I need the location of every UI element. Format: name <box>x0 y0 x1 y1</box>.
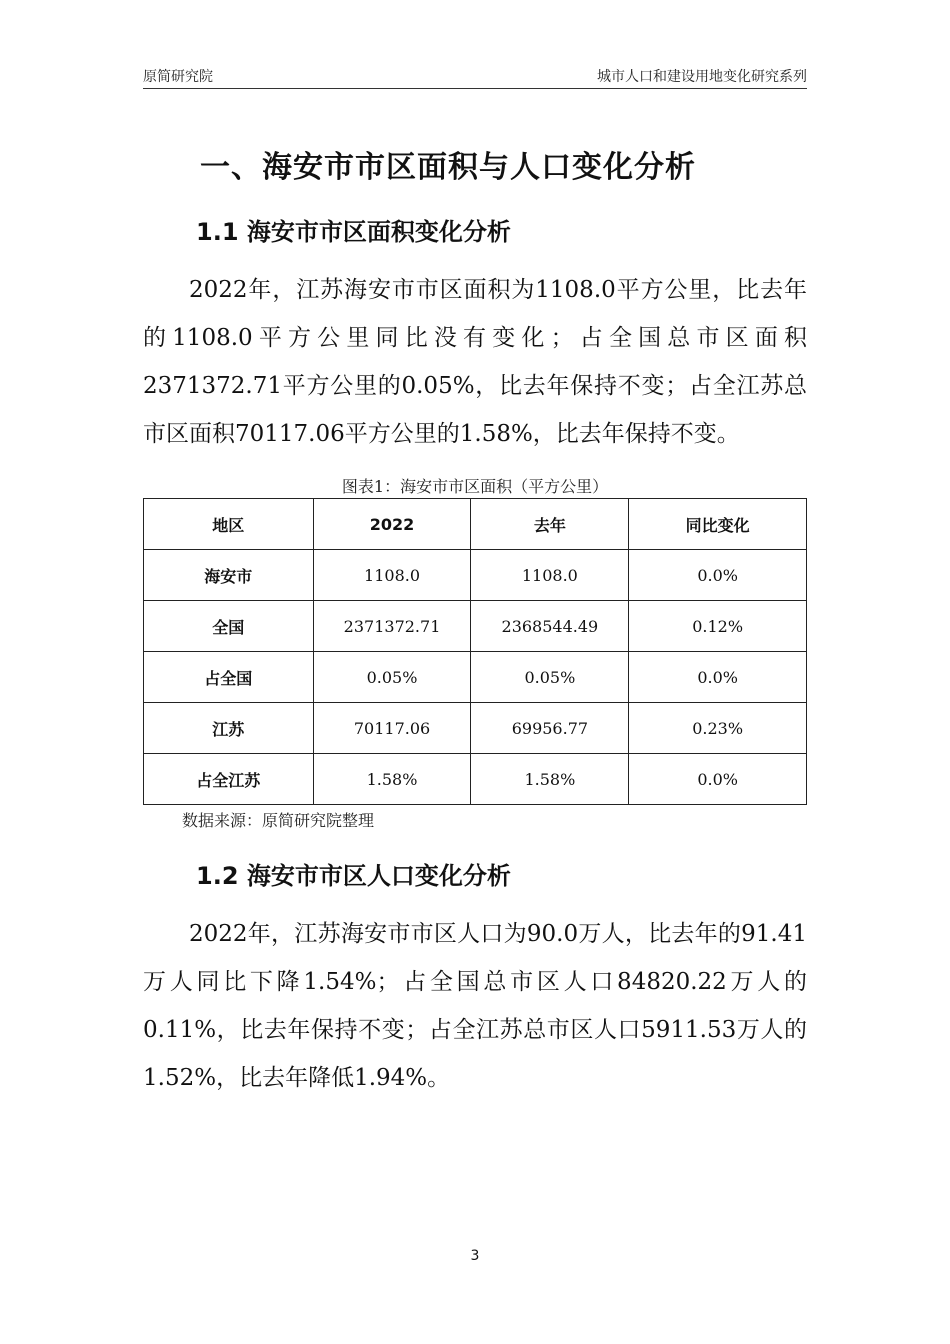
table-cell: 70117.06 <box>313 703 471 754</box>
table-cell: 0.12% <box>629 601 807 652</box>
table-cell: 2368544.49 <box>471 601 629 652</box>
table-cell: 1.58% <box>471 754 629 805</box>
table-cell: 69956.77 <box>471 703 629 754</box>
table-row <box>144 754 807 805</box>
table-cell: 1108.0 <box>313 550 471 601</box>
table-cell: 1.58% <box>313 754 471 805</box>
area-table <box>143 498 807 805</box>
table-source: 数据来源：原简研究院整理 <box>182 811 375 830</box>
subsection-1-paragraph: 2022年，江苏海安市市区面积为1108.0平方公里，比去年的1108.0平方公里同比没有变化；占全国总市区面积2371372.71平方公里的0.05%，比去年保持不变；占全江苏总市区面积70117.06平方公里的1.58%，比去年保持不变。 <box>143 277 807 447</box>
table-cell: 2371372.71 <box>313 601 471 652</box>
table-row <box>144 601 807 652</box>
header-left: 原简研究院 <box>143 69 213 85</box>
table-header-row <box>144 499 807 550</box>
table-cell: 0.23% <box>629 703 807 754</box>
subsection-2-title: 1.2 海安市市区人口变化分析 <box>196 862 511 890</box>
table-header-cell: 2022 <box>313 499 471 550</box>
header-right: 城市人口和建设用地变化研究系列 <box>597 69 807 85</box>
table-cell: 0.05% <box>471 652 629 703</box>
table-caption: 图表1：海安市市区面积（平方公里） <box>341 477 609 496</box>
subsection-1-title: 1.1 海安市市区面积变化分析 <box>196 218 511 246</box>
table-header-cell: 地区 <box>144 499 314 550</box>
table-cell: 0.0% <box>629 550 807 601</box>
table-header-cell: 同比变化 <box>629 499 807 550</box>
table-cell: 0.0% <box>629 652 807 703</box>
page-number: 3 <box>470 1248 480 1264</box>
table-row-label: 占全国 <box>144 652 314 703</box>
table-row <box>144 550 807 601</box>
table-header-cell: 去年 <box>471 499 629 550</box>
section-title: 一、海安市市区面积与人口变化分析 <box>200 150 696 185</box>
table-row-label: 占全江苏 <box>144 754 314 805</box>
table-row-label: 海安市 <box>144 550 314 601</box>
table-cell: 1108.0 <box>471 550 629 601</box>
table-row-label: 全国 <box>144 601 314 652</box>
table-row <box>144 652 807 703</box>
table-row <box>144 703 807 754</box>
table-cell: 0.05% <box>313 652 471 703</box>
header-divider <box>143 88 807 89</box>
subsection-2-paragraph: 2022年，江苏海安市市区人口为90.0万人，比去年的91.41万人同比下降1.54%；占全国总市区人口84820.22万人的0.11%，比去年保持不变；占全江苏总市区人口5911.53万人的1.52%，比去年降低1.94%。 <box>143 921 807 1091</box>
table-row-label: 江苏 <box>144 703 314 754</box>
table-cell: 0.0% <box>629 754 807 805</box>
